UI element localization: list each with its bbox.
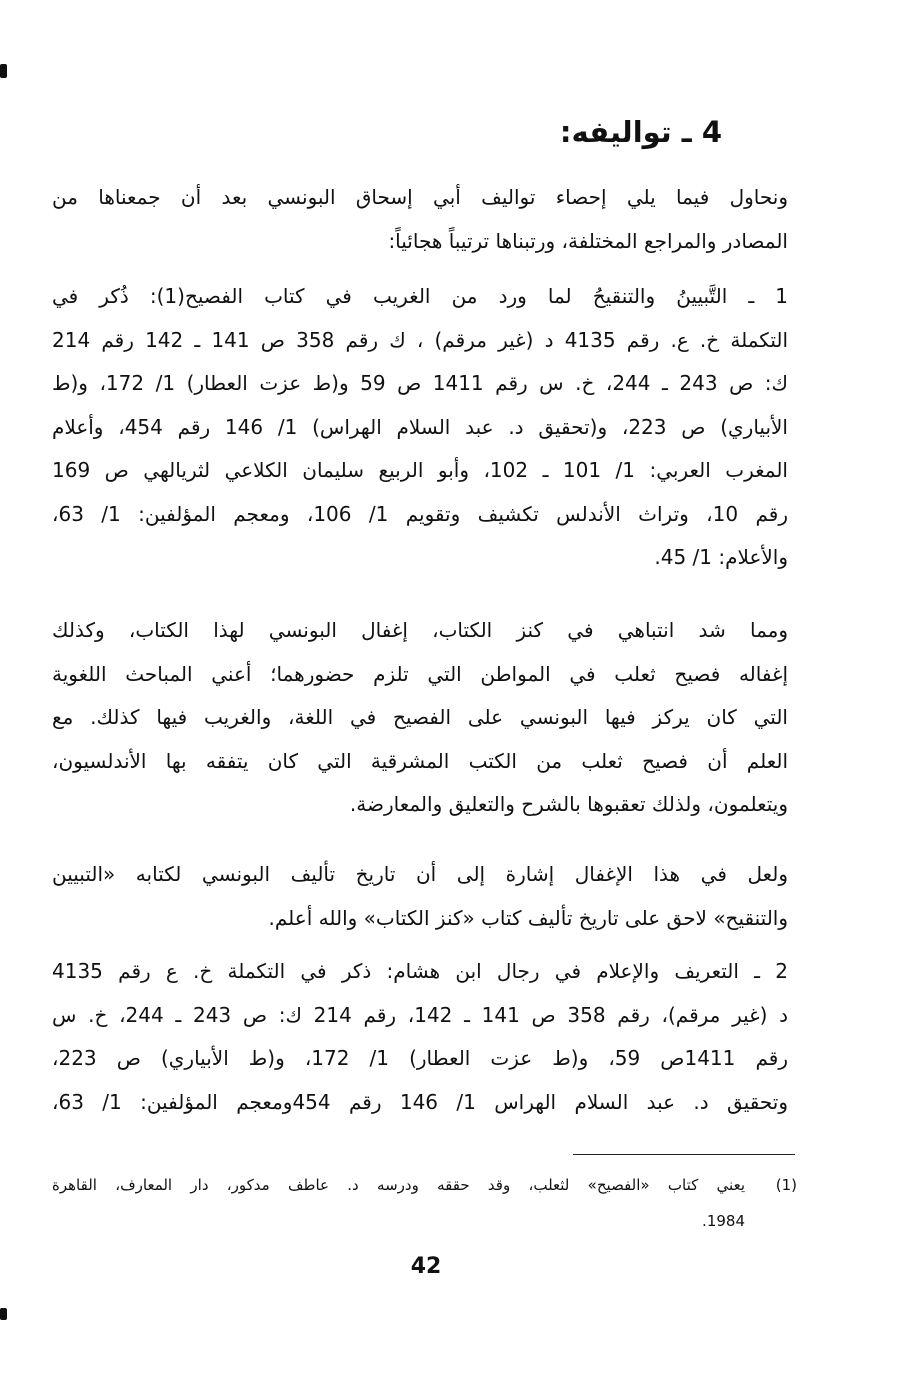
scan-mark-top — [0, 64, 7, 78]
text-line: المصادر والمراجع المختلفة، ورتبناها ترتيباً هجائياً: — [388, 228, 788, 253]
footnote — [52, 1167, 797, 1239]
text-line: ونحاول فيما يلي إحصاء تواليف أبي إسحاق البونسي بعد أن جمعناها من — [52, 185, 788, 209]
text-line: إغفاله فصيح ثعلب في المواطن التي تلزم حضورهما؛ أعني المباحث اللغوية — [52, 661, 788, 686]
paragraph-observation — [52, 609, 788, 827]
text-line: العلم أن فصيح ثعلب من الكتب المشرقية التي كان يتفقه بها الأندلسيون، — [52, 748, 788, 773]
text-line: د (غير مرقم)، رقم 358 ص 141 ـ 142، رقم 214 ك: ص 243 ـ 244، خ. س — [52, 1002, 788, 1027]
footnote-text: يعني كتاب «الفصيح» لثعلب، وقد حققه ودرسه د. عاطف مدكور، دار المعارف، القاهرة — [52, 1176, 745, 1194]
text-line: التي كان يركز فيها البونسي على الفصيح في اللغة، والغريب فيها كذلك. مع — [52, 705, 788, 729]
paragraph-conclusion — [52, 853, 788, 940]
paragraph-item-2 — [52, 950, 788, 1124]
footnote-text-continued: 1984. — [702, 1212, 745, 1230]
footnote-number: (1) — [775, 1176, 797, 1194]
paragraph-intro — [52, 176, 788, 263]
page-number: 42 — [410, 1254, 442, 1279]
text-line: المغرب العربي: 1/ 101 ـ 102، وأبو الربيع سليمان الكلاعي لثريالهي ص 169 — [52, 458, 788, 482]
text-line: ك: ص 243 ـ 244، خ. س رقم 1411 ص 59 و(ط عزت العطار) 1/ 172، و(ط — [52, 371, 788, 395]
text-line: التكملة خ. ع. رقم 4135 د (غير مرقم) ، ك رقم 358 ص 141 ـ 142 رقم 214 — [52, 327, 788, 352]
text-line: 2 ـ التعريف والإعلام في رجال ابن هشام: ذكر في التكملة خ. ع رقم 4135 — [52, 959, 788, 983]
text-line: ويتعلمون، ولذلك تعقبوها بالشرح والتعليق والمعارضة. — [349, 792, 788, 816]
scan-mark-bottom — [0, 1308, 7, 1320]
footnote-divider — [573, 1154, 795, 1155]
section-heading: 4 ـ تواليفه: — [559, 115, 722, 149]
text-line: رقم 10، وتراث الأندلس تكشيف وتقويم 1/ 106، ومعجم المؤلفين: 1/ 63، — [52, 501, 788, 526]
text-line: 1 ـ التَّبيينُ والتنقيحُ لما ورد من الغريب في كتاب الفصيح(1): ذُكر في — [52, 284, 788, 308]
text-line: وتحقيق د. عبد السلام الهراس 1/ 146 رقم 454ومعجم المؤلفين: 1/ 63، — [52, 1089, 788, 1114]
text-line: والأعلام: 1/ 45. — [654, 545, 788, 569]
text-line: ومما شد انتباهي في كنز الكتاب، إغفال البونسي لهذا الكتاب، وكذلك — [52, 618, 788, 642]
text-line: والتنقيح» لاحق على تاريخ تأليف كتاب «كنز الكتاب» والله أعلم. — [268, 905, 788, 930]
text-line: الأبياري) ص 223، و(تحقيق د. عبد السلام الهراس) 1/ 146 رقم 454، وأعلام — [52, 414, 788, 439]
text-line: رقم 1411ص 59، و(ط عزت العطار) 1/ 172، و(ط الأبياري) ص 223، — [52, 1046, 788, 1070]
paragraph-item-1 — [52, 275, 788, 580]
text-line: ولعل في هذا الإغفال إشارة إلى أن تاريخ تأليف البونسي لكتابه «التبيين — [52, 862, 788, 886]
